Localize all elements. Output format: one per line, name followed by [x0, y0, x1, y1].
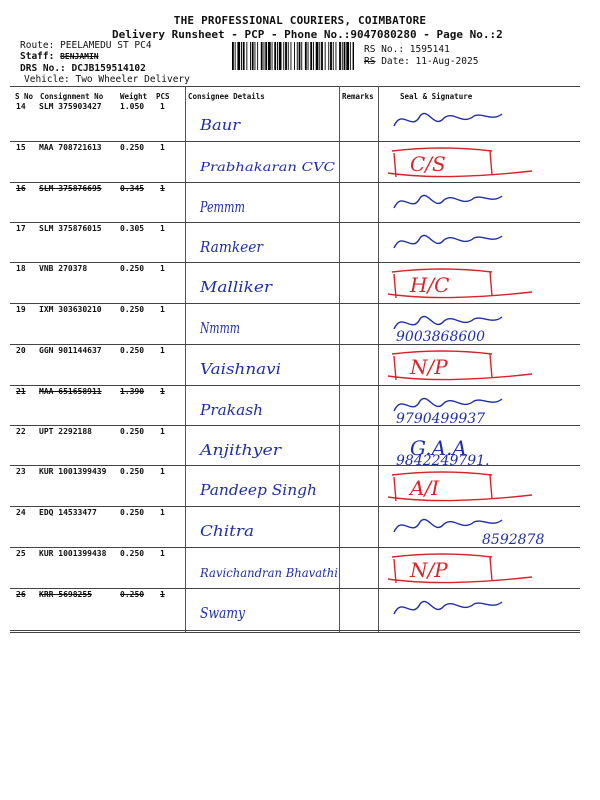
seal-text: H/C: [410, 273, 450, 297]
consignee-name: Prakash: [198, 401, 263, 419]
column-divider-seal: [378, 86, 379, 632]
weight-value: 1.390: [120, 387, 145, 396]
consignment-number: UPT 2292188: [39, 427, 92, 436]
pcs-value: 1: [160, 102, 165, 111]
seal-text: C/S: [410, 152, 446, 176]
col-header-consignee: Consignee Details: [188, 92, 265, 101]
consignment-number: SLM 375876695: [39, 184, 102, 193]
consignee-signature: [192, 551, 342, 589]
consignee-name: Anjithyer: [197, 441, 282, 459]
weight-value: 0.345: [120, 184, 145, 193]
seal-signature-mark: [382, 508, 572, 548]
seal-signature-mark: [382, 305, 572, 345]
weight-value: 0.250: [120, 549, 145, 558]
phone-number: 9790499937: [396, 411, 486, 427]
column-divider-consignee: [185, 86, 186, 632]
table-bottom-rule: [10, 632, 580, 633]
consignee-name: Vaishnavi: [200, 360, 282, 378]
weight-value: 0.305: [120, 224, 145, 233]
col-header-remarks: Remarks: [342, 92, 374, 101]
rs-no: RS No.: 1595141: [364, 44, 450, 55]
consignment-number: IXM 303630210: [39, 305, 102, 314]
consignment-number: SLM 375903427: [39, 102, 102, 111]
pcs-value: 1: [160, 184, 165, 193]
consignee-signature: [192, 307, 342, 345]
weight-value: 0.250: [120, 467, 145, 476]
weight-value: 0.250: [120, 508, 145, 517]
weight-value: 0.250: [120, 305, 145, 314]
pcs-value: 1: [160, 590, 165, 599]
consignee-name: Pandeep Singh: [198, 481, 317, 499]
row-rule: [10, 630, 580, 631]
staff-label: Staff:: [20, 51, 55, 62]
seal-signature-mark: [382, 427, 572, 467]
row-sno: 25: [16, 549, 26, 558]
consignee-name: Ramkeer: [199, 238, 264, 256]
drs-row: [20, 63, 146, 74]
row-sno: 20: [16, 346, 26, 355]
row-sno: 24: [16, 508, 26, 517]
col-header-pcs: PCS: [156, 92, 170, 101]
drs-value: DCJB159514102: [71, 63, 146, 74]
row-sno: 18: [16, 264, 26, 273]
signature-scribble: [394, 235, 502, 248]
seal-signature-mark: [382, 467, 572, 507]
col-header-weight: Weight: [120, 92, 148, 101]
pcs-value: 1: [160, 305, 165, 314]
staff-row: [20, 51, 99, 62]
pcs-value: 1: [160, 264, 165, 273]
consignee-signature: [192, 389, 342, 427]
consignment-number: SLM 375876015: [39, 224, 102, 233]
pcs-value: 1: [160, 467, 165, 476]
consignment-number: VNB 270378: [39, 264, 88, 273]
runsheet-title: Delivery Runsheet - PCP - Phone No.:9047080280 - Page No.:2: [112, 28, 503, 41]
phone-number: 9842249791.: [396, 453, 490, 469]
consignee-signature: [192, 429, 342, 467]
seal-text: N/P: [410, 355, 448, 379]
col-header-consignment: Consignment No: [40, 92, 104, 101]
company-title: THE PROFESSIONAL COURIERS, COIMBATORE: [173, 14, 427, 27]
rs-date-row: [364, 56, 478, 67]
consignee-name: Malliker: [198, 278, 273, 296]
rs-date-value: Date: 11-Aug-2025: [381, 56, 479, 67]
pcs-value: 1: [160, 549, 165, 558]
pcs-value: 1: [160, 224, 165, 233]
consignment-number: MAA 651658911: [39, 387, 102, 396]
drs-label: DRS No.:: [20, 63, 66, 74]
consignee-signature: [192, 186, 342, 224]
weight-value: 1.050: [120, 102, 145, 111]
consignee-signature: [192, 592, 342, 630]
seal-text: A/I: [410, 476, 440, 500]
weight-value: 0.250: [120, 427, 145, 436]
consignment-number: KUR 1001399439: [39, 467, 107, 476]
signature-scribble: [394, 398, 502, 411]
consignee-signature: [192, 104, 342, 142]
consignee-name: Prabhakaran CVC: [198, 160, 335, 174]
col-header-sno: S No: [15, 92, 34, 101]
rs-date-label: RS: [364, 56, 376, 67]
seal-signature-mark: [382, 143, 572, 183]
row-sno: 23: [16, 467, 26, 476]
consignee-name: Pemmm: [199, 198, 245, 216]
row-sno: 19: [16, 305, 26, 314]
phone-number: 8592878: [482, 532, 545, 548]
consignee-signature: [192, 266, 342, 304]
consignee-signature: [192, 469, 342, 507]
seal-signature-mark: [382, 549, 572, 589]
pcs-value: 1: [160, 143, 165, 152]
weight-value: 0.250: [120, 346, 145, 355]
pcs-value: 1: [160, 427, 165, 436]
barcode-image: [232, 42, 354, 70]
pcs-value: 1: [160, 346, 165, 355]
vehicle: Vehicle: Two Wheeler Delivery: [24, 74, 190, 85]
consignment-number: EDQ 14533477: [39, 508, 97, 517]
signature-scribble: [394, 195, 502, 208]
consignee-name: Swamy: [200, 604, 246, 622]
row-sno: 17: [16, 224, 26, 233]
route: Route: PEELAMEDU ST PC4: [20, 40, 152, 51]
col-header-seal: Seal & Signature: [400, 92, 473, 101]
staff-value: BENJAMIN: [60, 52, 99, 61]
consignee-signature: [192, 510, 342, 548]
table-top-rule: [10, 86, 580, 87]
consignee-signature: [192, 226, 342, 264]
seal-text: G.A.A: [410, 436, 467, 460]
seal-signature-mark: [382, 184, 572, 224]
row-sno: 16: [16, 184, 26, 193]
signature-scribble: [394, 519, 502, 532]
weight-value: 0.250: [120, 590, 145, 599]
consignee-signature: [192, 348, 342, 386]
row-sno: 22: [16, 427, 26, 436]
consignee-name: Ravichandran Bhavathi: [199, 566, 339, 580]
consignment-number: KRR 5698255: [39, 590, 92, 599]
consignee-name: Baur: [198, 116, 241, 134]
consignee-name: Chitra: [200, 522, 254, 540]
consignment-number: KUR 1001399438: [39, 549, 107, 558]
signature-scribble: [394, 113, 502, 126]
seal-signature-mark: [382, 102, 572, 142]
consignee-signature: [192, 145, 342, 183]
consignee-name: Nmmm: [199, 319, 240, 337]
seal-signature-mark: [382, 590, 572, 630]
seal-signature-mark: [382, 346, 572, 386]
row-sno: 15: [16, 143, 26, 152]
signature-scribble: [394, 601, 502, 614]
pcs-value: 1: [160, 387, 165, 396]
seal-text: N/P: [410, 558, 448, 582]
row-sno: 26: [16, 590, 26, 599]
seal-signature-mark: [382, 224, 572, 264]
row-sno: 14: [16, 102, 26, 111]
phone-number: 9003868600: [396, 329, 486, 345]
seal-signature-mark: [382, 264, 572, 304]
consignment-number: MAA 708721613: [39, 143, 102, 152]
weight-value: 0.250: [120, 143, 145, 152]
pcs-value: 1: [160, 508, 165, 517]
signature-scribble: [394, 316, 502, 329]
row-sno: 21: [16, 387, 26, 396]
seal-signature-mark: [382, 387, 572, 427]
consignment-number: GGN 901144637: [39, 346, 102, 355]
weight-value: 0.250: [120, 264, 145, 273]
